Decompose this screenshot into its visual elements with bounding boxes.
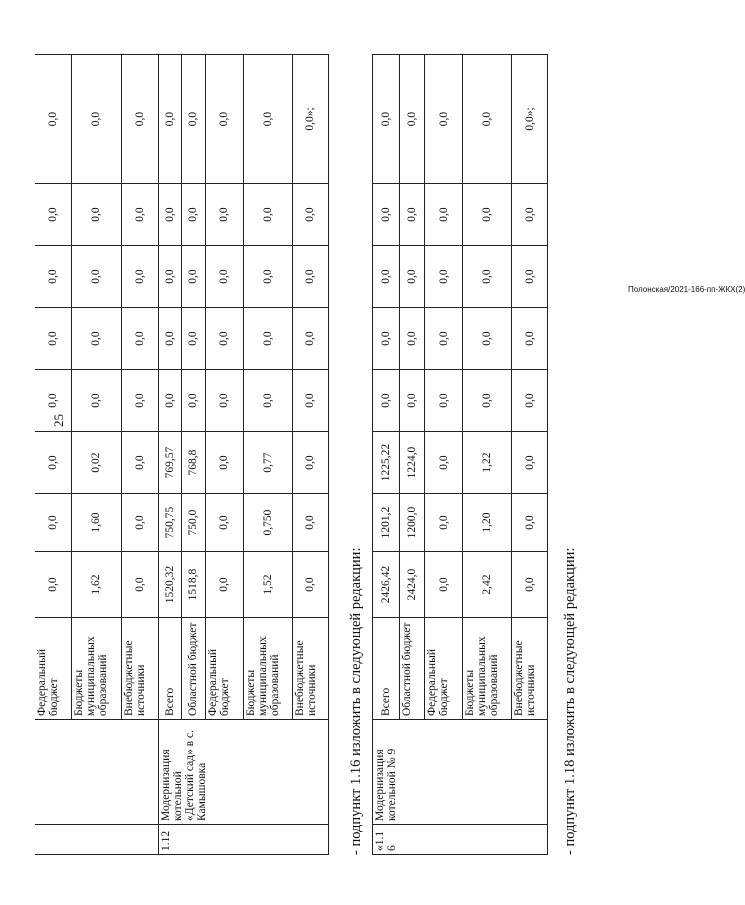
funding-source: Бюджеты муниципальных образований	[243, 618, 292, 720]
value-cell: 0,0	[121, 370, 158, 432]
funding-source: Всего	[158, 618, 181, 720]
value-cell: 0,0	[243, 184, 292, 246]
value-cell: 0,0	[121, 552, 158, 618]
funding-source: Внебюджетные источники	[512, 618, 548, 720]
value-cell: 0,0	[71, 55, 121, 184]
item-title: Модернизация котельной № 9	[373, 720, 548, 825]
value-cell: 0,0	[425, 494, 463, 552]
value-cell: 0,0	[205, 55, 243, 184]
value-cell: 0,0	[425, 432, 463, 494]
value-cell: 0,0	[243, 308, 292, 370]
document-code: Полонская/2021-166-пп-ЖКХ(2)	[628, 285, 745, 294]
item-title-cell	[35, 720, 158, 825]
value-cell: 0,0	[121, 432, 158, 494]
value-cell: 2424,0	[400, 552, 425, 618]
value-cell: 1,60	[71, 494, 121, 552]
value-cell: 0,0	[121, 55, 158, 184]
value-cell: 0,0	[205, 370, 243, 432]
value-cell: 0,0	[463, 370, 512, 432]
value-cell: 0,0	[292, 432, 328, 494]
value-cell: 2,42	[463, 552, 512, 618]
value-cell: 1,20	[463, 494, 512, 552]
value-cell: 0,0	[292, 246, 328, 308]
value-cell: 0,0	[400, 308, 425, 370]
value-cell: 0,0	[292, 494, 328, 552]
value-cell: 0,0	[121, 184, 158, 246]
funding-source: Внебюджетные источники	[121, 618, 158, 720]
value-cell: 0,0	[400, 246, 425, 308]
table-row	[35, 55, 71, 855]
value-cell: 1,22	[463, 432, 512, 494]
value-cell: 0,0	[71, 184, 121, 246]
value-cell: 0,0	[243, 246, 292, 308]
value-cell: 0,0»;	[292, 55, 328, 184]
value-cell: 0,0	[373, 184, 400, 246]
value-cell: 0,0	[35, 552, 71, 618]
value-cell: 0,0	[205, 308, 243, 370]
funding-source: Федеральный бюджет	[425, 618, 463, 720]
value-cell: 0,0	[425, 552, 463, 618]
value-cell: 0,0	[292, 308, 328, 370]
value-cell: 0,0	[425, 370, 463, 432]
value-cell: 0,0	[512, 552, 548, 618]
value-cell: 0,0	[463, 184, 512, 246]
value-cell: 0,0	[35, 55, 71, 184]
value-cell: 0,0	[425, 246, 463, 308]
value-cell: 0,0	[425, 184, 463, 246]
value-cell: 0,0	[35, 432, 71, 494]
value-cell: 0,0	[158, 308, 181, 370]
value-cell: 0,750	[243, 494, 292, 552]
value-cell: 0,0	[35, 184, 71, 246]
value-cell: 0,0	[158, 246, 181, 308]
value-cell: 0,0	[205, 432, 243, 494]
funding-source: Внебюджетные источники	[292, 618, 328, 720]
value-cell: 0,0	[425, 55, 463, 184]
value-cell: 1518,8	[181, 552, 205, 618]
value-cell: 750,75	[158, 494, 181, 552]
value-cell: 0,0	[158, 184, 181, 246]
value-cell: 0,0	[181, 55, 205, 184]
value-cell: 0,0»;	[512, 55, 548, 184]
value-cell: 1225,22	[373, 432, 400, 494]
value-cell: 1,52	[243, 552, 292, 618]
page-number: 25	[51, 414, 66, 427]
funding-source: Областной бюджет	[400, 618, 425, 720]
value-cell: 0,0	[158, 55, 181, 184]
value-cell: 0,0	[463, 308, 512, 370]
funding-source: Всего	[373, 618, 400, 720]
value-cell: 0,0	[512, 370, 548, 432]
value-cell: 0,0	[400, 370, 425, 432]
value-cell: 0,0	[463, 55, 512, 184]
value-cell: 0,0	[512, 184, 548, 246]
instruction-subitem-1-16: - подпункт 1.16 изложить в следующей редакции:	[348, 547, 364, 855]
value-cell: 0,0	[121, 494, 158, 552]
value-cell: 0,0	[35, 494, 71, 552]
item-number: «1.16	[373, 825, 548, 855]
value-cell: 0,0	[512, 246, 548, 308]
value-cell: 0,0	[512, 432, 548, 494]
value-cell: 0,0	[373, 370, 400, 432]
value-cell: 0,0	[512, 494, 548, 552]
value-cell: 0,0	[373, 55, 400, 184]
funding-source: Бюджеты муниципальных образований	[71, 618, 121, 720]
value-cell: 769,57	[158, 432, 181, 494]
value-cell: 1224,0	[400, 432, 425, 494]
value-cell: 0,0	[121, 246, 158, 308]
value-cell: 0,0	[373, 246, 400, 308]
value-cell: 0,0	[158, 370, 181, 432]
value-cell: 0,0	[181, 184, 205, 246]
table-row	[158, 55, 181, 855]
value-cell: 1200,0	[400, 494, 425, 552]
value-cell: 0,0	[205, 184, 243, 246]
value-cell: 0,0	[373, 308, 400, 370]
value-cell: 0,0	[292, 184, 328, 246]
value-cell: 0,0	[35, 246, 71, 308]
value-cell: 0,77	[243, 432, 292, 494]
table-row	[373, 55, 400, 855]
value-cell: 0,0	[400, 55, 425, 184]
value-cell: 0,0	[292, 552, 328, 618]
value-cell: 0,0	[71, 308, 121, 370]
table-subitem-1-12	[35, 54, 329, 855]
instruction-subitem-1-18: - подпункт 1.18 изложить в следующей редакции:	[562, 547, 578, 855]
value-cell: 0,0	[181, 246, 205, 308]
value-cell: 768,8	[181, 432, 205, 494]
value-cell: 0,0	[512, 308, 548, 370]
value-cell: 0,0	[121, 308, 158, 370]
funding-source: Областной бюджет	[181, 618, 205, 720]
funding-source: Бюджеты муниципальных образований	[463, 618, 512, 720]
value-cell: 0,0	[35, 370, 71, 432]
value-cell: 1,62	[71, 552, 121, 618]
value-cell: 0,0	[71, 246, 121, 308]
item-title: Модернизация котельной «Детский сад» в с. Камышовка	[158, 720, 328, 825]
value-cell: 0,0	[181, 370, 205, 432]
value-cell: 1201,2	[373, 494, 400, 552]
value-cell: 0,0	[205, 246, 243, 308]
item-number: 1.12	[158, 825, 328, 855]
value-cell: 0,02	[71, 432, 121, 494]
value-cell: 0,0	[71, 370, 121, 432]
value-cell: 0,0	[243, 55, 292, 184]
value-cell: 0,0	[205, 552, 243, 618]
value-cell: 0,0	[243, 370, 292, 432]
funding-source: Федеральный бюджет	[35, 618, 71, 720]
value-cell: 750,0	[181, 494, 205, 552]
item-number-cell	[35, 825, 158, 855]
table-subitem-1-16	[372, 54, 548, 855]
value-cell: 0,0	[181, 308, 205, 370]
value-cell: 0,0	[400, 184, 425, 246]
value-cell: 1520,32	[158, 552, 181, 618]
value-cell: 0,0	[292, 370, 328, 432]
value-cell: 0,0	[205, 494, 243, 552]
value-cell: 2426,42	[373, 552, 400, 618]
funding-source: Федеральный бюджет	[205, 618, 243, 720]
value-cell: 0,0	[425, 308, 463, 370]
value-cell: 0,0	[35, 308, 71, 370]
value-cell: 0,0	[463, 246, 512, 308]
